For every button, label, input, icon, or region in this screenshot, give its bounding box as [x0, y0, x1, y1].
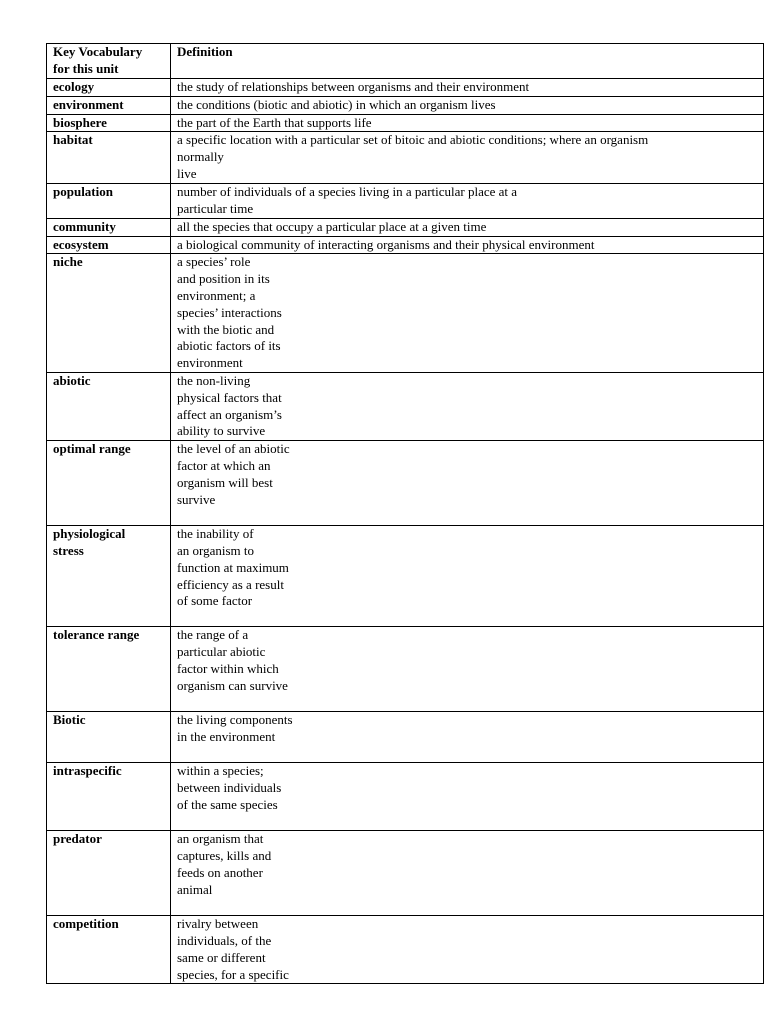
table-row — [47, 218, 764, 236]
definition-cell: the conditions (biotic and abiotic) in which an organism lives — [171, 96, 764, 114]
term-cell: habitat — [47, 132, 171, 183]
table-row — [47, 916, 764, 984]
term-cell: niche — [47, 254, 171, 373]
definition-cell: the part of the Earth that supports life — [171, 114, 764, 132]
term-cell: competition — [47, 916, 171, 984]
table-row — [47, 712, 764, 763]
term-cell: community — [47, 218, 171, 236]
term-cell: tolerance range — [47, 627, 171, 712]
definition-cell: the level of an abiotic factor at which an organism will best survive — [171, 441, 764, 526]
table-row — [47, 79, 764, 97]
term-cell: optimal range — [47, 441, 171, 526]
definition-cell: rivalry between individuals, of the same or different species, for a specific — [171, 916, 764, 984]
table-row — [47, 763, 764, 831]
definition-cell: all the species that occupy a particular place at a given time — [171, 218, 764, 236]
term-cell: population — [47, 183, 171, 218]
table-row — [47, 627, 764, 712]
table-row — [47, 526, 764, 627]
term-cell: ecosystem — [47, 236, 171, 254]
table-row — [47, 96, 764, 114]
term-cell: Biotic — [47, 712, 171, 763]
table-row — [47, 831, 764, 916]
definition-cell: a specific location with a particular set of bitoic and abiotic conditions; where an organism normally live — [171, 132, 764, 183]
term-cell: physiological stress — [47, 526, 171, 627]
definition-cell: a biological community of interacting organisms and their physical environment — [171, 236, 764, 254]
table-row — [47, 183, 764, 218]
definition-cell: the living components in the environment — [171, 712, 764, 763]
table-row — [47, 114, 764, 132]
definition-cell: number of individuals of a species living in a particular place at a particular time — [171, 183, 764, 218]
term-cell: abiotic — [47, 372, 171, 440]
definition-cell: the range of a particular abiotic factor within which organism can survive — [171, 627, 764, 712]
definition-cell: an organism that captures, kills and feeds on another animal — [171, 831, 764, 916]
definition-cell: the inability of an organism to function at maximum efficiency as a result of some factor — [171, 526, 764, 627]
header-term-cell: Key Vocabulary for this unit — [47, 44, 171, 79]
table-row — [47, 132, 764, 183]
definition-cell: a species’ role and position in its environment; a species’ interactions with the biotic and abiotic factors of its environment — [171, 254, 764, 373]
term-cell: intraspecific — [47, 763, 171, 831]
table-row — [47, 254, 764, 373]
term-cell: predator — [47, 831, 171, 916]
definition-cell: the study of relationships between organisms and their environment — [171, 79, 764, 97]
term-cell: environment — [47, 96, 171, 114]
header-definition-cell: Definition — [171, 44, 764, 79]
definition-cell: the non-living physical factors that affect an organism’s ability to survive — [171, 372, 764, 440]
table-row — [47, 372, 764, 440]
table-row — [47, 441, 764, 526]
table-header-row — [47, 44, 764, 79]
definition-cell: within a species; between individuals of the same species — [171, 763, 764, 831]
term-cell: biosphere — [47, 114, 171, 132]
term-cell: ecology — [47, 79, 171, 97]
table-row — [47, 236, 764, 254]
vocabulary-table — [46, 43, 764, 984]
